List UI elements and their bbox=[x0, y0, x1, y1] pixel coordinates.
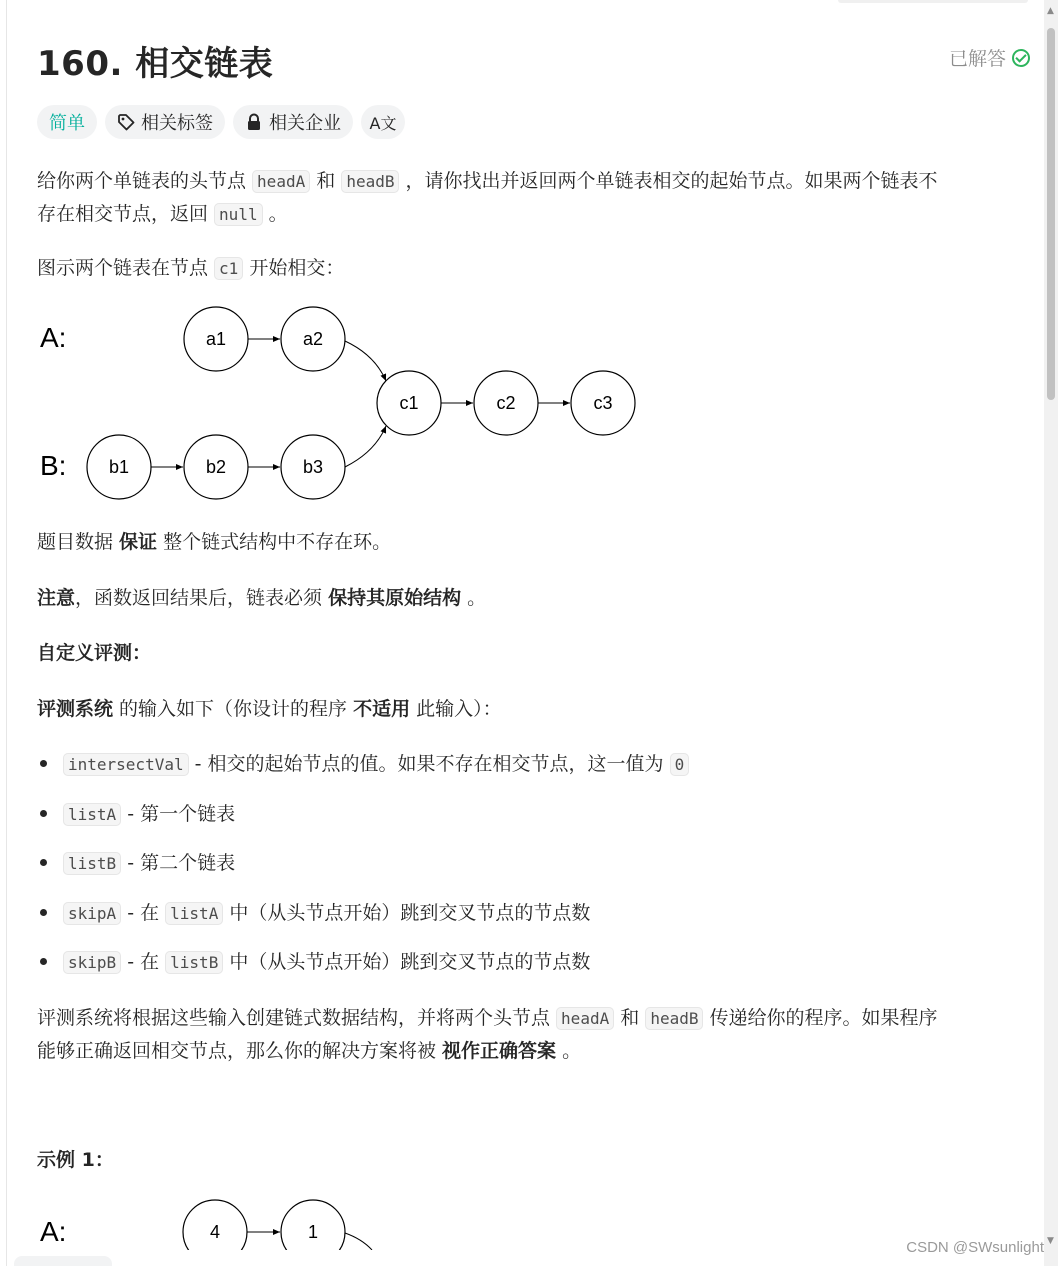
related-tags-button[interactable] bbox=[105, 105, 225, 139]
list-item bbox=[37, 748, 689, 781]
inline-code: skipA bbox=[63, 902, 121, 925]
scroll-up-arrow-icon[interactable]: ▲ bbox=[1047, 6, 1054, 16]
node-a2 bbox=[281, 307, 345, 371]
scrollbar[interactable] bbox=[1044, 0, 1058, 1266]
text: 中（从头节点开始）跳到交叉节点的节点数 bbox=[223, 951, 591, 973]
description-paragraph-7 bbox=[37, 1002, 1032, 1067]
intersection-diagram bbox=[37, 300, 677, 510]
bold-text: 不适用 bbox=[353, 698, 411, 720]
node-b1 bbox=[87, 435, 151, 499]
bullet-dot bbox=[40, 760, 47, 767]
bold-text: 保证 bbox=[119, 531, 158, 553]
list-item bbox=[37, 847, 235, 880]
text: 。 bbox=[262, 203, 288, 225]
bold-text: 保持其原始结构 bbox=[328, 587, 462, 609]
text: 给你两个单链表的头节点 bbox=[37, 170, 253, 192]
edge-b3-c1 bbox=[345, 426, 386, 467]
description-paragraph-6 bbox=[37, 693, 1032, 725]
text: 。 bbox=[461, 587, 487, 609]
node-a1-label: a1 bbox=[205, 329, 227, 349]
list-b-label: B: bbox=[40, 450, 67, 481]
example-node-4-label: 4 bbox=[209, 1222, 221, 1242]
inline-code: headA bbox=[556, 1007, 614, 1030]
description-paragraph-3 bbox=[37, 526, 1032, 558]
node-b1-label: b1 bbox=[108, 457, 130, 477]
list-item bbox=[37, 946, 590, 979]
lock-icon bbox=[245, 113, 263, 131]
example-1-diagram bbox=[37, 1195, 437, 1250]
tag-icon bbox=[117, 113, 135, 131]
title-row bbox=[37, 36, 1032, 84]
list-item bbox=[37, 897, 590, 930]
related-companies-label: 相关企业 bbox=[269, 113, 341, 134]
example-node-4 bbox=[183, 1200, 247, 1250]
text: - 在 bbox=[121, 951, 166, 973]
bullet-dot bbox=[40, 958, 47, 965]
edge-a2-c1 bbox=[345, 341, 386, 381]
node-c1-label: c1 bbox=[399, 393, 419, 413]
bold-text: 自定义评测： bbox=[37, 642, 152, 664]
bold-text: 示例 1： bbox=[37, 1149, 114, 1171]
example-edge-1-next bbox=[345, 1233, 372, 1250]
bullet-dot bbox=[40, 859, 47, 866]
difficulty-tag[interactable] bbox=[37, 105, 97, 139]
text: 和 bbox=[310, 170, 342, 192]
list-item bbox=[37, 798, 235, 831]
bold-text: 注意 bbox=[37, 587, 76, 609]
inline-code: headB bbox=[645, 1007, 703, 1030]
inline-code: intersectVal bbox=[63, 753, 189, 776]
text: 评测系统将根据这些输入创建链式数据结构，并将两个头节点 bbox=[37, 1007, 557, 1029]
text: - 第二个链表 bbox=[121, 852, 236, 874]
tag-bar bbox=[37, 105, 405, 139]
example-list-a-label: A: bbox=[40, 1216, 67, 1247]
inline-code: c1 bbox=[214, 257, 243, 280]
example-node-1 bbox=[281, 1200, 345, 1250]
node-c2-label: c2 bbox=[496, 393, 516, 413]
text: 能够正确返回相交节点，那么你的解决方案将被 bbox=[37, 1040, 443, 1062]
solved-status bbox=[949, 44, 1030, 71]
text: - 第一个链表 bbox=[121, 803, 236, 825]
node-c1 bbox=[377, 371, 441, 435]
related-tags-label: 相关标签 bbox=[141, 113, 213, 134]
related-companies-button[interactable] bbox=[233, 105, 353, 139]
text: - 相交的起始节点的值。如果不存在相交节点，这一值为 bbox=[188, 753, 670, 775]
text: 和 bbox=[614, 1007, 646, 1029]
custom-judge-heading bbox=[37, 637, 1032, 669]
text: 的输入如下（你设计的程序 bbox=[113, 698, 354, 720]
inline-code: null bbox=[214, 203, 263, 226]
inline-code: 0 bbox=[670, 753, 690, 776]
example-1-heading bbox=[37, 1144, 1032, 1176]
bold-text: 视作正确答案 bbox=[442, 1040, 557, 1062]
text: 题目数据 bbox=[37, 531, 120, 553]
inline-code: skipB bbox=[63, 951, 121, 974]
text: 中（从头节点开始）跳到交叉节点的节点数 bbox=[223, 902, 591, 924]
inline-code: headA bbox=[252, 170, 310, 193]
inline-code: listA bbox=[165, 902, 223, 925]
text: 传递给你的程序。如果程序 bbox=[703, 1007, 938, 1029]
problem-panel bbox=[6, 0, 1044, 1266]
text: 整个链式结构中不存在环。 bbox=[157, 531, 392, 553]
node-b3-label: b3 bbox=[302, 457, 324, 477]
node-b2-label: b2 bbox=[205, 457, 227, 477]
inline-code: headB bbox=[341, 170, 399, 193]
bold-text: 评测系统 bbox=[37, 698, 114, 720]
difficulty-label: 简单 bbox=[49, 113, 85, 134]
text: 图示两个链表在节点 bbox=[37, 257, 215, 279]
scrollbar-thumb[interactable] bbox=[1047, 28, 1055, 400]
node-b3 bbox=[281, 435, 345, 499]
problem-title: 160. 相交链表 bbox=[37, 44, 274, 84]
watermark: CSDN @SWsunlight bbox=[906, 1239, 1044, 1256]
text: ，函数返回结果后，链表必须 bbox=[75, 587, 329, 609]
text: ，请你找出并返回两个单链表相交的起始节点。如果两个链表不 bbox=[399, 170, 938, 192]
solved-label: 已解答 bbox=[948, 48, 1006, 70]
inline-code: listB bbox=[63, 852, 121, 875]
node-a1 bbox=[184, 307, 248, 371]
node-c2 bbox=[474, 371, 538, 435]
check-circle-icon bbox=[1012, 49, 1030, 67]
inline-code: listA bbox=[63, 803, 121, 826]
text: 。 bbox=[556, 1040, 582, 1062]
description-paragraph-2 bbox=[37, 252, 1032, 285]
text: 此输入）： bbox=[410, 698, 502, 720]
translate-button[interactable] bbox=[361, 105, 405, 139]
description-paragraph-1 bbox=[37, 165, 1032, 231]
description-paragraph-4 bbox=[37, 582, 1032, 614]
bottom-tab-edge bbox=[14, 1256, 112, 1266]
translate-icon: A文 bbox=[369, 113, 397, 133]
text: 存在相交节点，返回 bbox=[37, 203, 215, 225]
node-c3 bbox=[571, 371, 635, 435]
node-c3-label: c3 bbox=[593, 393, 613, 413]
bullet-dot bbox=[40, 810, 47, 817]
text: 开始相交： bbox=[243, 257, 345, 279]
inline-code: listB bbox=[165, 951, 223, 974]
bullet-dot bbox=[40, 909, 47, 916]
example-node-1-label: 1 bbox=[307, 1222, 319, 1242]
scroll-down-arrow-icon[interactable]: ▼ bbox=[1047, 1236, 1054, 1246]
list-a-label: A: bbox=[40, 322, 67, 353]
text: - 在 bbox=[121, 902, 166, 924]
node-a2-label: a2 bbox=[302, 329, 324, 349]
node-b2 bbox=[184, 435, 248, 499]
